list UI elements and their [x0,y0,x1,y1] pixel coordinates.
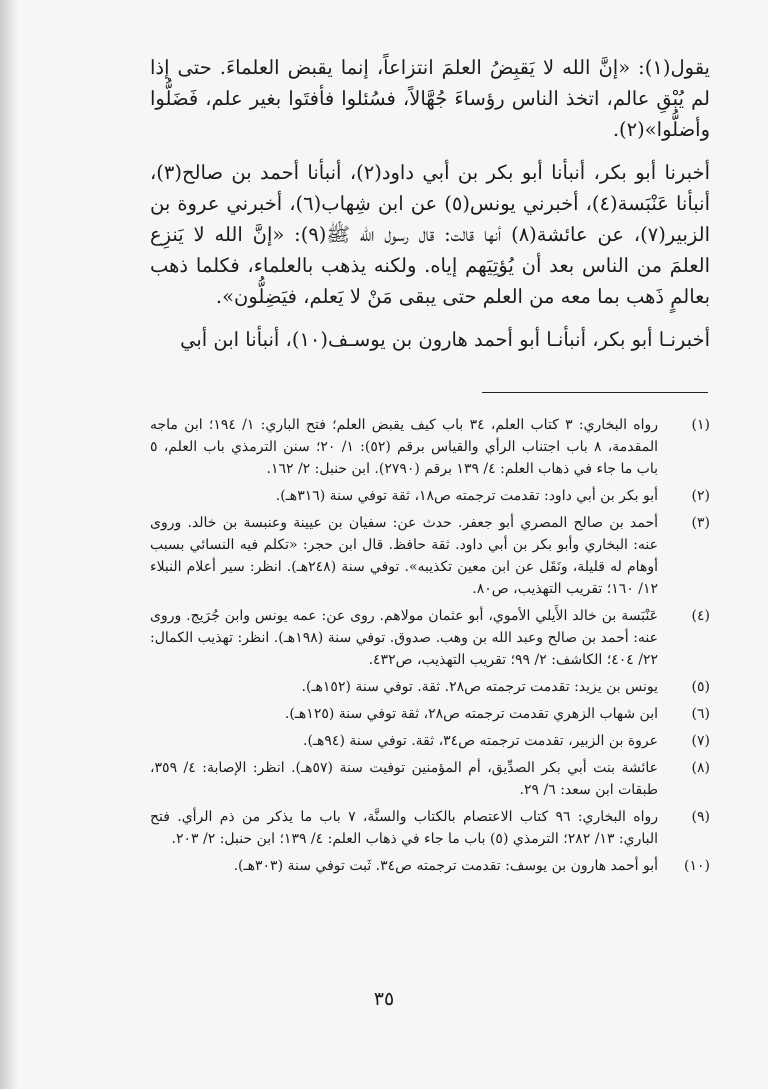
footnote-text: عائشة بنت أبي بكر الصدِّيق، أم المؤمنين توفيت سنة (٥٧هـ). انظر: الإصابة: ٤/ ٣٥٩، طبقات ابن سعد: ٦/ ٢٩. [150,760,658,798]
footnote-number: (٤) [691,608,710,624]
footnote-number: (٢) [691,488,710,504]
footnote [150,512,710,600]
footnote-number: (٥) [691,679,710,695]
footnote [150,485,710,507]
footnote-text: عَنْبَسة بن خالد الأَيلي الأموي، أبو عثمان مولاهم. روى عن: عمه يونس وابن جُرَيج. وروى عنه: أحمد بن صالح وعبد الله بن وهب. صدوق. توفي سنة (١٩٨هـ). انظر: تهذيب الكمال: ٢٢/ ٤٠٤؛ الكاشف: ٢/ ٩٩؛ تقريب التهذيب، ص٤٣٢. [150,608,658,668]
footnote [150,676,710,698]
footnote [150,855,710,877]
paragraph-3: أخبرنـا أبو بكر، أنبأنـا أبو أحمد هارون بن يوسـف(١٠)، أنبأنا ابن أبي [180,328,710,351]
page-number: ٣٥ [373,988,395,1010]
main-text [150,52,710,367]
footnote [150,605,710,671]
footnote-number: (٣) [691,515,710,531]
footnote [150,414,710,480]
footnote-separator [482,392,708,393]
footnote-text: رواه البخاري: ٣ كتاب العلم، ٣٤ باب كيف يقبض العلم؛ فتح الباري: ١/ ١٩٤؛ ابن ماجه المقدمة، ٨ باب اجتناب الرأي والقياس برقم (٥٢): ١/ ٢٠؛ سنن الترمذي باب العلم، ٥ باب ما جاء في ذهاب العلم: ٤/ ١٣٩ برقم (٢٧٩٠). ابن حنبل: ٢/ ١٦٢. [150,417,658,477]
paragraph-2: أخبرنا أبو بكر، أنبأنا أبو بكر بن أبي داود(٢)، أنبأنا أحمد بن صالح(٣)، أنبأنا عَنْبَسة(٤)، أخبرني يونس(٥) عن ابن شِهاب(٦)، أخبرني عروة بن الزبير(٧)، عن عائشة(٨) أنها قالت: قال رسول الله ﷺ(٩): «إنَّ الله لا يَنزِع العلمَ من الناس بعد أن يُؤتِيَهم إياه. ولكنه يذهب بالعلماء، فكلما ذهب بعالمٍ ذَهب بما معه من العلم حتى يبقى مَنْ لا يَعلم، فيَضِلُّون». [150,161,710,308]
footnote-number: (٦) [691,706,710,722]
footnote-text: ابن شهاب الزهري تقدمت ترجمته ص٢٨، ثقة توفي سنة (١٢٥هـ). [284,706,658,722]
footnote [150,806,710,850]
footnote-text: رواه البخاري: ٩٦ كتاب الاعتصام بالكتاب والسنَّة، ٧ باب ما يذكر من ذم الرأي. فتح الباري: ١٣/ ٢٨٢؛ الترمذي (٥) باب ما جاء في ذهاب العلم: ٤/ ١٣٩؛ ابن حنبل: ٢/ ٢٠٣. [150,809,658,847]
footnote-text: أحمد بن صالح المصري أبو جعفر. حدث عن: سفيان بن عيينة وعنبسة بن خالد. وروى عنه: البخاري وأبو بكر بن أبي داود. ثقة حافظ. قال ابن حجر: «تكلم فيه النسائي بسبب أوهام له قليلة، ونَقَل عن ابن معين تكذيبه». توفي سنة (٢٤٨هـ). انظر: سير أعلام النبلاء ١٢/ ١٦٠؛ تقريب التهذيب، ص٨٠. [150,515,658,597]
footnote-number: (٧) [691,733,710,749]
footnote [150,703,710,725]
footnote [150,730,710,752]
footnotes [150,414,710,882]
footnote-text: أبو بكر بن أبي داود: تقدمت ترجمته ص١٨، ثقة توفي سنة (٣١٦هـ). [275,488,658,504]
footnote-text: عروة بن الزبير، تقدمت ترجمته ص٣٤، ثقة. توفي سنة (٩٤هـ). [303,733,658,749]
footnote-number: (١) [691,417,710,433]
footnote-number: (٨) [691,760,710,776]
footnote-number: (١٠) [684,858,710,874]
scan-edge-shadow [0,0,18,1089]
paragraph-1: يقول(١): «إنَّ الله لا يَقبِضُ العلمَ انتزاعاً، إنما يقبض العلماءَ. حتى إذا لم يُبْقِ عالم، اتخذ الناس رؤساءَ جُهَّالاً، فسُئلوا فأفتَوا بغير علم، فَضَلُّوا وأضلُّوا»(٢). [150,56,710,141]
footnote [150,757,710,801]
footnote-number: (٩) [691,809,710,825]
footnote-text: يونس بن يزيد: تقدمت ترجمته ص٢٨. ثقة. توفي سنة (١٥٢هـ). [301,679,658,695]
footnote-text: أبو أحمد هارون بن يوسف: تقدمت ترجمته ص٣٤. ثَبت توفي سنة (٣٠٣هـ). [233,858,658,874]
